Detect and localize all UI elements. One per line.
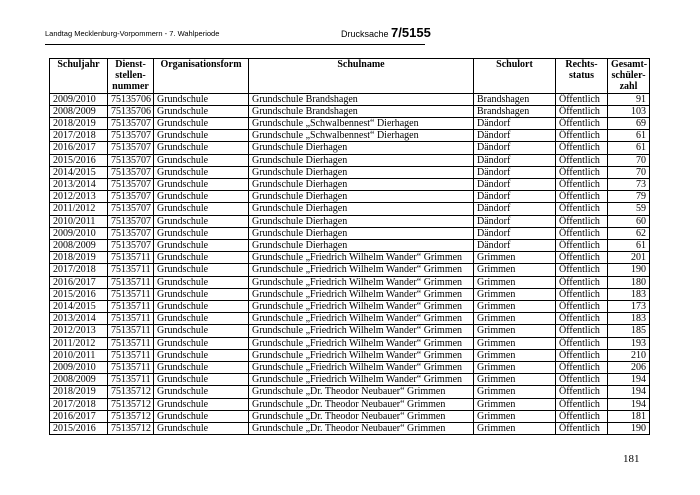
cell-gesamtschuelerzahl: 70 <box>608 154 650 166</box>
cell-schulort: Grimmen <box>474 337 556 349</box>
cell-rechtsstatus: Öffentlich <box>556 349 608 361</box>
cell-schulort: Grimmen <box>474 398 556 410</box>
cell-schulname: Grundschule „Dr. Theodor Neubauer“ Grimmen <box>249 386 474 398</box>
cell-schulort: Grimmen <box>474 349 556 361</box>
table-header <box>50 59 650 94</box>
cell-schuljahr: 2018/2019 <box>50 252 108 264</box>
cell-schulname: Grundschule Brandshagen <box>249 93 474 105</box>
cell-schulname: Grundschule Brandshagen <box>249 105 474 117</box>
cell-schuljahr: 2008/2009 <box>50 374 108 386</box>
cell-dienststellennummer: 75135712 <box>108 386 154 398</box>
cell-schuljahr: 2009/2010 <box>50 362 108 374</box>
cell-gesamtschuelerzahl: 190 <box>608 264 650 276</box>
table-row <box>50 349 650 361</box>
cell-rechtsstatus: Öffentlich <box>556 166 608 178</box>
table-row <box>50 227 650 239</box>
table-row <box>50 93 650 105</box>
cell-schulname: Grundschule „Friedrich Wilhelm Wander“ Grimmen <box>249 325 474 337</box>
cell-schulort: Dändorf <box>474 166 556 178</box>
cell-schulname: Grundschule „Friedrich Wilhelm Wander“ Grimmen <box>249 252 474 264</box>
drucksache-number: 7/5155 <box>391 25 431 40</box>
cell-gesamtschuelerzahl: 79 <box>608 191 650 203</box>
col-header-schulort: Schulort <box>474 59 556 94</box>
table-row <box>50 374 650 386</box>
cell-rechtsstatus: Öffentlich <box>556 191 608 203</box>
cell-schulname: Grundschule „Friedrich Wilhelm Wander“ Grimmen <box>249 349 474 361</box>
cell-gesamtschuelerzahl: 194 <box>608 374 650 386</box>
cell-schuljahr: 2010/2011 <box>50 349 108 361</box>
cell-rechtsstatus: Öffentlich <box>556 215 608 227</box>
table-row <box>50 191 650 203</box>
cell-dienststellennummer: 75135706 <box>108 93 154 105</box>
cell-schulort: Grimmen <box>474 386 556 398</box>
cell-dienststellennummer: 75135711 <box>108 362 154 374</box>
cell-organisationsform: Grundschule <box>154 227 249 239</box>
cell-dienststellennummer: 75135711 <box>108 252 154 264</box>
cell-schuljahr: 2016/2017 <box>50 410 108 422</box>
cell-schuljahr: 2009/2010 <box>50 93 108 105</box>
table-row <box>50 252 650 264</box>
cell-schulname: Grundschule Dierhagen <box>249 215 474 227</box>
cell-schuljahr: 2015/2016 <box>50 288 108 300</box>
cell-organisationsform: Grundschule <box>154 154 249 166</box>
cell-organisationsform: Grundschule <box>154 362 249 374</box>
col-header-rechtsstatus-line2: status <box>568 70 594 82</box>
cell-organisationsform: Grundschule <box>154 166 249 178</box>
cell-rechtsstatus: Öffentlich <box>556 179 608 191</box>
cell-organisationsform: Grundschule <box>154 349 249 361</box>
cell-gesamtschuelerzahl: 91 <box>608 93 650 105</box>
cell-schulname: Grundschule Dierhagen <box>249 203 474 215</box>
cell-dienststellennummer: 75135707 <box>108 142 154 154</box>
col-header-dienststellennummer-line1: Dienst- <box>115 59 146 70</box>
cell-rechtsstatus: Öffentlich <box>556 398 608 410</box>
header-divider <box>45 44 425 45</box>
cell-organisationsform: Grundschule <box>154 398 249 410</box>
document-header-title: Landtag Mecklenburg-Vorpommern - 7. Wahlperiode <box>45 29 220 38</box>
cell-schulort: Grimmen <box>474 362 556 374</box>
cell-rechtsstatus: Öffentlich <box>556 105 608 117</box>
cell-dienststellennummer: 75135711 <box>108 276 154 288</box>
cell-rechtsstatus: Öffentlich <box>556 374 608 386</box>
cell-rechtsstatus: Öffentlich <box>556 423 608 435</box>
cell-gesamtschuelerzahl: 61 <box>608 142 650 154</box>
cell-rechtsstatus: Öffentlich <box>556 252 608 264</box>
cell-schulort: Dändorf <box>474 227 556 239</box>
table-row <box>50 325 650 337</box>
cell-schuljahr: 2017/2018 <box>50 264 108 276</box>
cell-organisationsform: Grundschule <box>154 386 249 398</box>
cell-gesamtschuelerzahl: 201 <box>608 252 650 264</box>
table-row <box>50 118 650 130</box>
drucksache-label: Drucksache <box>341 29 389 39</box>
col-header-dienststellennummer-line2: stellen- <box>115 70 146 82</box>
cell-schulname: Grundschule „Friedrich Wilhelm Wander“ Grimmen <box>249 288 474 300</box>
cell-schulort: Grimmen <box>474 276 556 288</box>
cell-schulort: Grimmen <box>474 423 556 435</box>
cell-schulort: Dändorf <box>474 130 556 142</box>
col-header-gesamtschuelerzahl-line3: zahl <box>619 81 638 93</box>
cell-schulort: Grimmen <box>474 264 556 276</box>
cell-gesamtschuelerzahl: 190 <box>608 423 650 435</box>
table-row <box>50 154 650 166</box>
cell-schulort: Dändorf <box>474 154 556 166</box>
cell-rechtsstatus: Öffentlich <box>556 276 608 288</box>
table-row <box>50 215 650 227</box>
cell-rechtsstatus: Öffentlich <box>556 142 608 154</box>
col-header-gesamtschuelerzahl-line1: Gesamt- <box>611 59 648 70</box>
cell-gesamtschuelerzahl: 183 <box>608 313 650 325</box>
cell-organisationsform: Grundschule <box>154 337 249 349</box>
cell-gesamtschuelerzahl: 60 <box>608 215 650 227</box>
cell-dienststellennummer: 75135707 <box>108 179 154 191</box>
cell-gesamtschuelerzahl: 206 <box>608 362 650 374</box>
cell-dienststellennummer: 75135711 <box>108 288 154 300</box>
cell-rechtsstatus: Öffentlich <box>556 325 608 337</box>
cell-schulname: Grundschule Dierhagen <box>249 179 474 191</box>
cell-rechtsstatus: Öffentlich <box>556 337 608 349</box>
cell-rechtsstatus: Öffentlich <box>556 240 608 252</box>
cell-gesamtschuelerzahl: 59 <box>608 203 650 215</box>
table-row <box>50 130 650 142</box>
table-row <box>50 337 650 349</box>
cell-organisationsform: Grundschule <box>154 276 249 288</box>
table-row <box>50 203 650 215</box>
cell-dienststellennummer: 75135707 <box>108 227 154 239</box>
cell-organisationsform: Grundschule <box>154 288 249 300</box>
cell-gesamtschuelerzahl: 210 <box>608 349 650 361</box>
col-header-rechtsstatus-line1: Rechts- <box>565 59 598 70</box>
cell-schulname: Grundschule Dierhagen <box>249 154 474 166</box>
cell-schuljahr: 2008/2009 <box>50 240 108 252</box>
cell-schulort: Dändorf <box>474 215 556 227</box>
cell-dienststellennummer: 75135707 <box>108 203 154 215</box>
cell-dienststellennummer: 75135712 <box>108 423 154 435</box>
col-header-dienststellennummer-line3: nummer <box>112 81 149 93</box>
cell-dienststellennummer: 75135707 <box>108 191 154 203</box>
cell-schuljahr: 2013/2014 <box>50 313 108 325</box>
cell-rechtsstatus: Öffentlich <box>556 130 608 142</box>
cell-organisationsform: Grundschule <box>154 130 249 142</box>
table-row <box>50 264 650 276</box>
cell-schulort: Brandshagen <box>474 105 556 117</box>
table-row <box>50 313 650 325</box>
col-header-gesamtschuelerzahl <box>608 59 650 94</box>
cell-dienststellennummer: 75135711 <box>108 301 154 313</box>
table-row <box>50 410 650 422</box>
school-statistics-table <box>49 58 650 435</box>
cell-organisationsform: Grundschule <box>154 93 249 105</box>
cell-dienststellennummer: 75135711 <box>108 325 154 337</box>
cell-schulort: Brandshagen <box>474 93 556 105</box>
cell-gesamtschuelerzahl: 185 <box>608 325 650 337</box>
cell-organisationsform: Grundschule <box>154 118 249 130</box>
cell-dienststellennummer: 75135706 <box>108 105 154 117</box>
cell-schulname: Grundschule „Friedrich Wilhelm Wander“ Grimmen <box>249 264 474 276</box>
cell-gesamtschuelerzahl: 69 <box>608 118 650 130</box>
cell-dienststellennummer: 75135711 <box>108 349 154 361</box>
cell-schulort: Dändorf <box>474 118 556 130</box>
cell-schuljahr: 2016/2017 <box>50 276 108 288</box>
cell-gesamtschuelerzahl: 61 <box>608 240 650 252</box>
table-row <box>50 276 650 288</box>
cell-gesamtschuelerzahl: 194 <box>608 386 650 398</box>
cell-gesamtschuelerzahl: 70 <box>608 166 650 178</box>
cell-dienststellennummer: 75135707 <box>108 215 154 227</box>
cell-schulort: Grimmen <box>474 313 556 325</box>
cell-organisationsform: Grundschule <box>154 105 249 117</box>
cell-schulort: Grimmen <box>474 325 556 337</box>
cell-schulname: Grundschule Dierhagen <box>249 191 474 203</box>
cell-gesamtschuelerzahl: 193 <box>608 337 650 349</box>
cell-organisationsform: Grundschule <box>154 264 249 276</box>
cell-schulname: Grundschule „Dr. Theodor Neubauer“ Grimmen <box>249 410 474 422</box>
cell-schulname: Grundschule „Schwalbennest“ Dierhagen <box>249 118 474 130</box>
cell-schulname: Grundschule „Friedrich Wilhelm Wander“ Grimmen <box>249 362 474 374</box>
cell-schulname: Grundschule „Dr. Theodor Neubauer“ Grimmen <box>249 423 474 435</box>
cell-dienststellennummer: 75135707 <box>108 154 154 166</box>
cell-schulname: Grundschule Dierhagen <box>249 240 474 252</box>
cell-gesamtschuelerzahl: 194 <box>608 398 650 410</box>
cell-schulort: Grimmen <box>474 410 556 422</box>
cell-rechtsstatus: Öffentlich <box>556 227 608 239</box>
cell-schuljahr: 2014/2015 <box>50 301 108 313</box>
col-header-rechtsstatus <box>556 59 608 94</box>
cell-schulort: Grimmen <box>474 374 556 386</box>
cell-dienststellennummer: 75135707 <box>108 130 154 142</box>
cell-dienststellennummer: 75135711 <box>108 374 154 386</box>
cell-dienststellennummer: 75135712 <box>108 410 154 422</box>
cell-schuljahr: 2015/2016 <box>50 423 108 435</box>
table-row <box>50 105 650 117</box>
table-row <box>50 142 650 154</box>
cell-schuljahr: 2018/2019 <box>50 118 108 130</box>
cell-schuljahr: 2015/2016 <box>50 154 108 166</box>
cell-organisationsform: Grundschule <box>154 325 249 337</box>
cell-schuljahr: 2008/2009 <box>50 105 108 117</box>
cell-gesamtschuelerzahl: 103 <box>608 105 650 117</box>
cell-organisationsform: Grundschule <box>154 203 249 215</box>
table-row <box>50 240 650 252</box>
cell-organisationsform: Grundschule <box>154 423 249 435</box>
cell-schulname: Grundschule „Friedrich Wilhelm Wander“ Grimmen <box>249 301 474 313</box>
table-row <box>50 166 650 178</box>
col-header-gesamtschuelerzahl-line2: schüler- <box>611 70 646 82</box>
cell-dienststellennummer: 75135707 <box>108 118 154 130</box>
table-row <box>50 398 650 410</box>
cell-gesamtschuelerzahl: 173 <box>608 301 650 313</box>
cell-schulort: Dändorf <box>474 203 556 215</box>
cell-rechtsstatus: Öffentlich <box>556 313 608 325</box>
cell-rechtsstatus: Öffentlich <box>556 264 608 276</box>
cell-dienststellennummer: 75135712 <box>108 398 154 410</box>
cell-rechtsstatus: Öffentlich <box>556 154 608 166</box>
cell-schulname: Grundschule „Friedrich Wilhelm Wander“ Grimmen <box>249 374 474 386</box>
cell-schulort: Dändorf <box>474 191 556 203</box>
cell-schulort: Dändorf <box>474 179 556 191</box>
cell-schulname: Grundschule „Friedrich Wilhelm Wander“ Grimmen <box>249 313 474 325</box>
cell-schuljahr: 2018/2019 <box>50 386 108 398</box>
cell-schuljahr: 2012/2013 <box>50 325 108 337</box>
cell-schulort: Grimmen <box>474 301 556 313</box>
col-header-organisationsform: Organisationsform <box>154 59 249 94</box>
cell-rechtsstatus: Öffentlich <box>556 288 608 300</box>
cell-schuljahr: 2017/2018 <box>50 130 108 142</box>
table-row <box>50 423 650 435</box>
cell-gesamtschuelerzahl: 180 <box>608 276 650 288</box>
cell-rechtsstatus: Öffentlich <box>556 362 608 374</box>
cell-schuljahr: 2013/2014 <box>50 179 108 191</box>
cell-schulort: Grimmen <box>474 288 556 300</box>
cell-dienststellennummer: 75135711 <box>108 313 154 325</box>
cell-rechtsstatus: Öffentlich <box>556 301 608 313</box>
cell-organisationsform: Grundschule <box>154 142 249 154</box>
cell-schuljahr: 2014/2015 <box>50 166 108 178</box>
cell-organisationsform: Grundschule <box>154 252 249 264</box>
cell-organisationsform: Grundschule <box>154 374 249 386</box>
cell-schuljahr: 2009/2010 <box>50 227 108 239</box>
col-header-schulname: Schulname <box>249 59 474 94</box>
cell-schulname: Grundschule Dierhagen <box>249 166 474 178</box>
cell-schuljahr: 2010/2011 <box>50 215 108 227</box>
cell-organisationsform: Grundschule <box>154 313 249 325</box>
cell-schulname: Grundschule „Friedrich Wilhelm Wander“ Grimmen <box>249 276 474 288</box>
col-header-schuljahr: Schuljahr <box>50 59 108 94</box>
cell-schulname: Grundschule „Friedrich Wilhelm Wander“ Grimmen <box>249 337 474 349</box>
table-row <box>50 386 650 398</box>
cell-dienststellennummer: 75135707 <box>108 240 154 252</box>
table-body <box>50 93 650 435</box>
cell-rechtsstatus: Öffentlich <box>556 410 608 422</box>
cell-schulort: Dändorf <box>474 240 556 252</box>
cell-schulname: Grundschule „Dr. Theodor Neubauer“ Grimmen <box>249 398 474 410</box>
cell-organisationsform: Grundschule <box>154 410 249 422</box>
cell-dienststellennummer: 75135707 <box>108 166 154 178</box>
page-number: 181 <box>623 453 640 465</box>
table-row <box>50 179 650 191</box>
cell-schuljahr: 2011/2012 <box>50 337 108 349</box>
cell-gesamtschuelerzahl: 73 <box>608 179 650 191</box>
col-header-dienststellennummer <box>108 59 154 94</box>
cell-schuljahr: 2012/2013 <box>50 191 108 203</box>
cell-schulname: Grundschule „Schwalbennest“ Dierhagen <box>249 130 474 142</box>
cell-gesamtschuelerzahl: 181 <box>608 410 650 422</box>
cell-organisationsform: Grundschule <box>154 301 249 313</box>
cell-schuljahr: 2011/2012 <box>50 203 108 215</box>
cell-dienststellennummer: 75135711 <box>108 264 154 276</box>
table-row <box>50 301 650 313</box>
cell-organisationsform: Grundschule <box>154 179 249 191</box>
cell-rechtsstatus: Öffentlich <box>556 386 608 398</box>
cell-schulort: Dändorf <box>474 142 556 154</box>
cell-gesamtschuelerzahl: 183 <box>608 288 650 300</box>
cell-schulname: Grundschule Dierhagen <box>249 142 474 154</box>
cell-gesamtschuelerzahl: 61 <box>608 130 650 142</box>
cell-organisationsform: Grundschule <box>154 240 249 252</box>
cell-schuljahr: 2016/2017 <box>50 142 108 154</box>
cell-organisationsform: Grundschule <box>154 191 249 203</box>
cell-organisationsform: Grundschule <box>154 215 249 227</box>
cell-schulort: Grimmen <box>474 252 556 264</box>
table-row <box>50 362 650 374</box>
table-row <box>50 288 650 300</box>
cell-rechtsstatus: Öffentlich <box>556 93 608 105</box>
drucksache-reference <box>341 25 431 40</box>
cell-rechtsstatus: Öffentlich <box>556 118 608 130</box>
cell-rechtsstatus: Öffentlich <box>556 203 608 215</box>
cell-schulname: Grundschule Dierhagen <box>249 227 474 239</box>
cell-dienststellennummer: 75135711 <box>108 337 154 349</box>
cell-schuljahr: 2017/2018 <box>50 398 108 410</box>
cell-gesamtschuelerzahl: 62 <box>608 227 650 239</box>
